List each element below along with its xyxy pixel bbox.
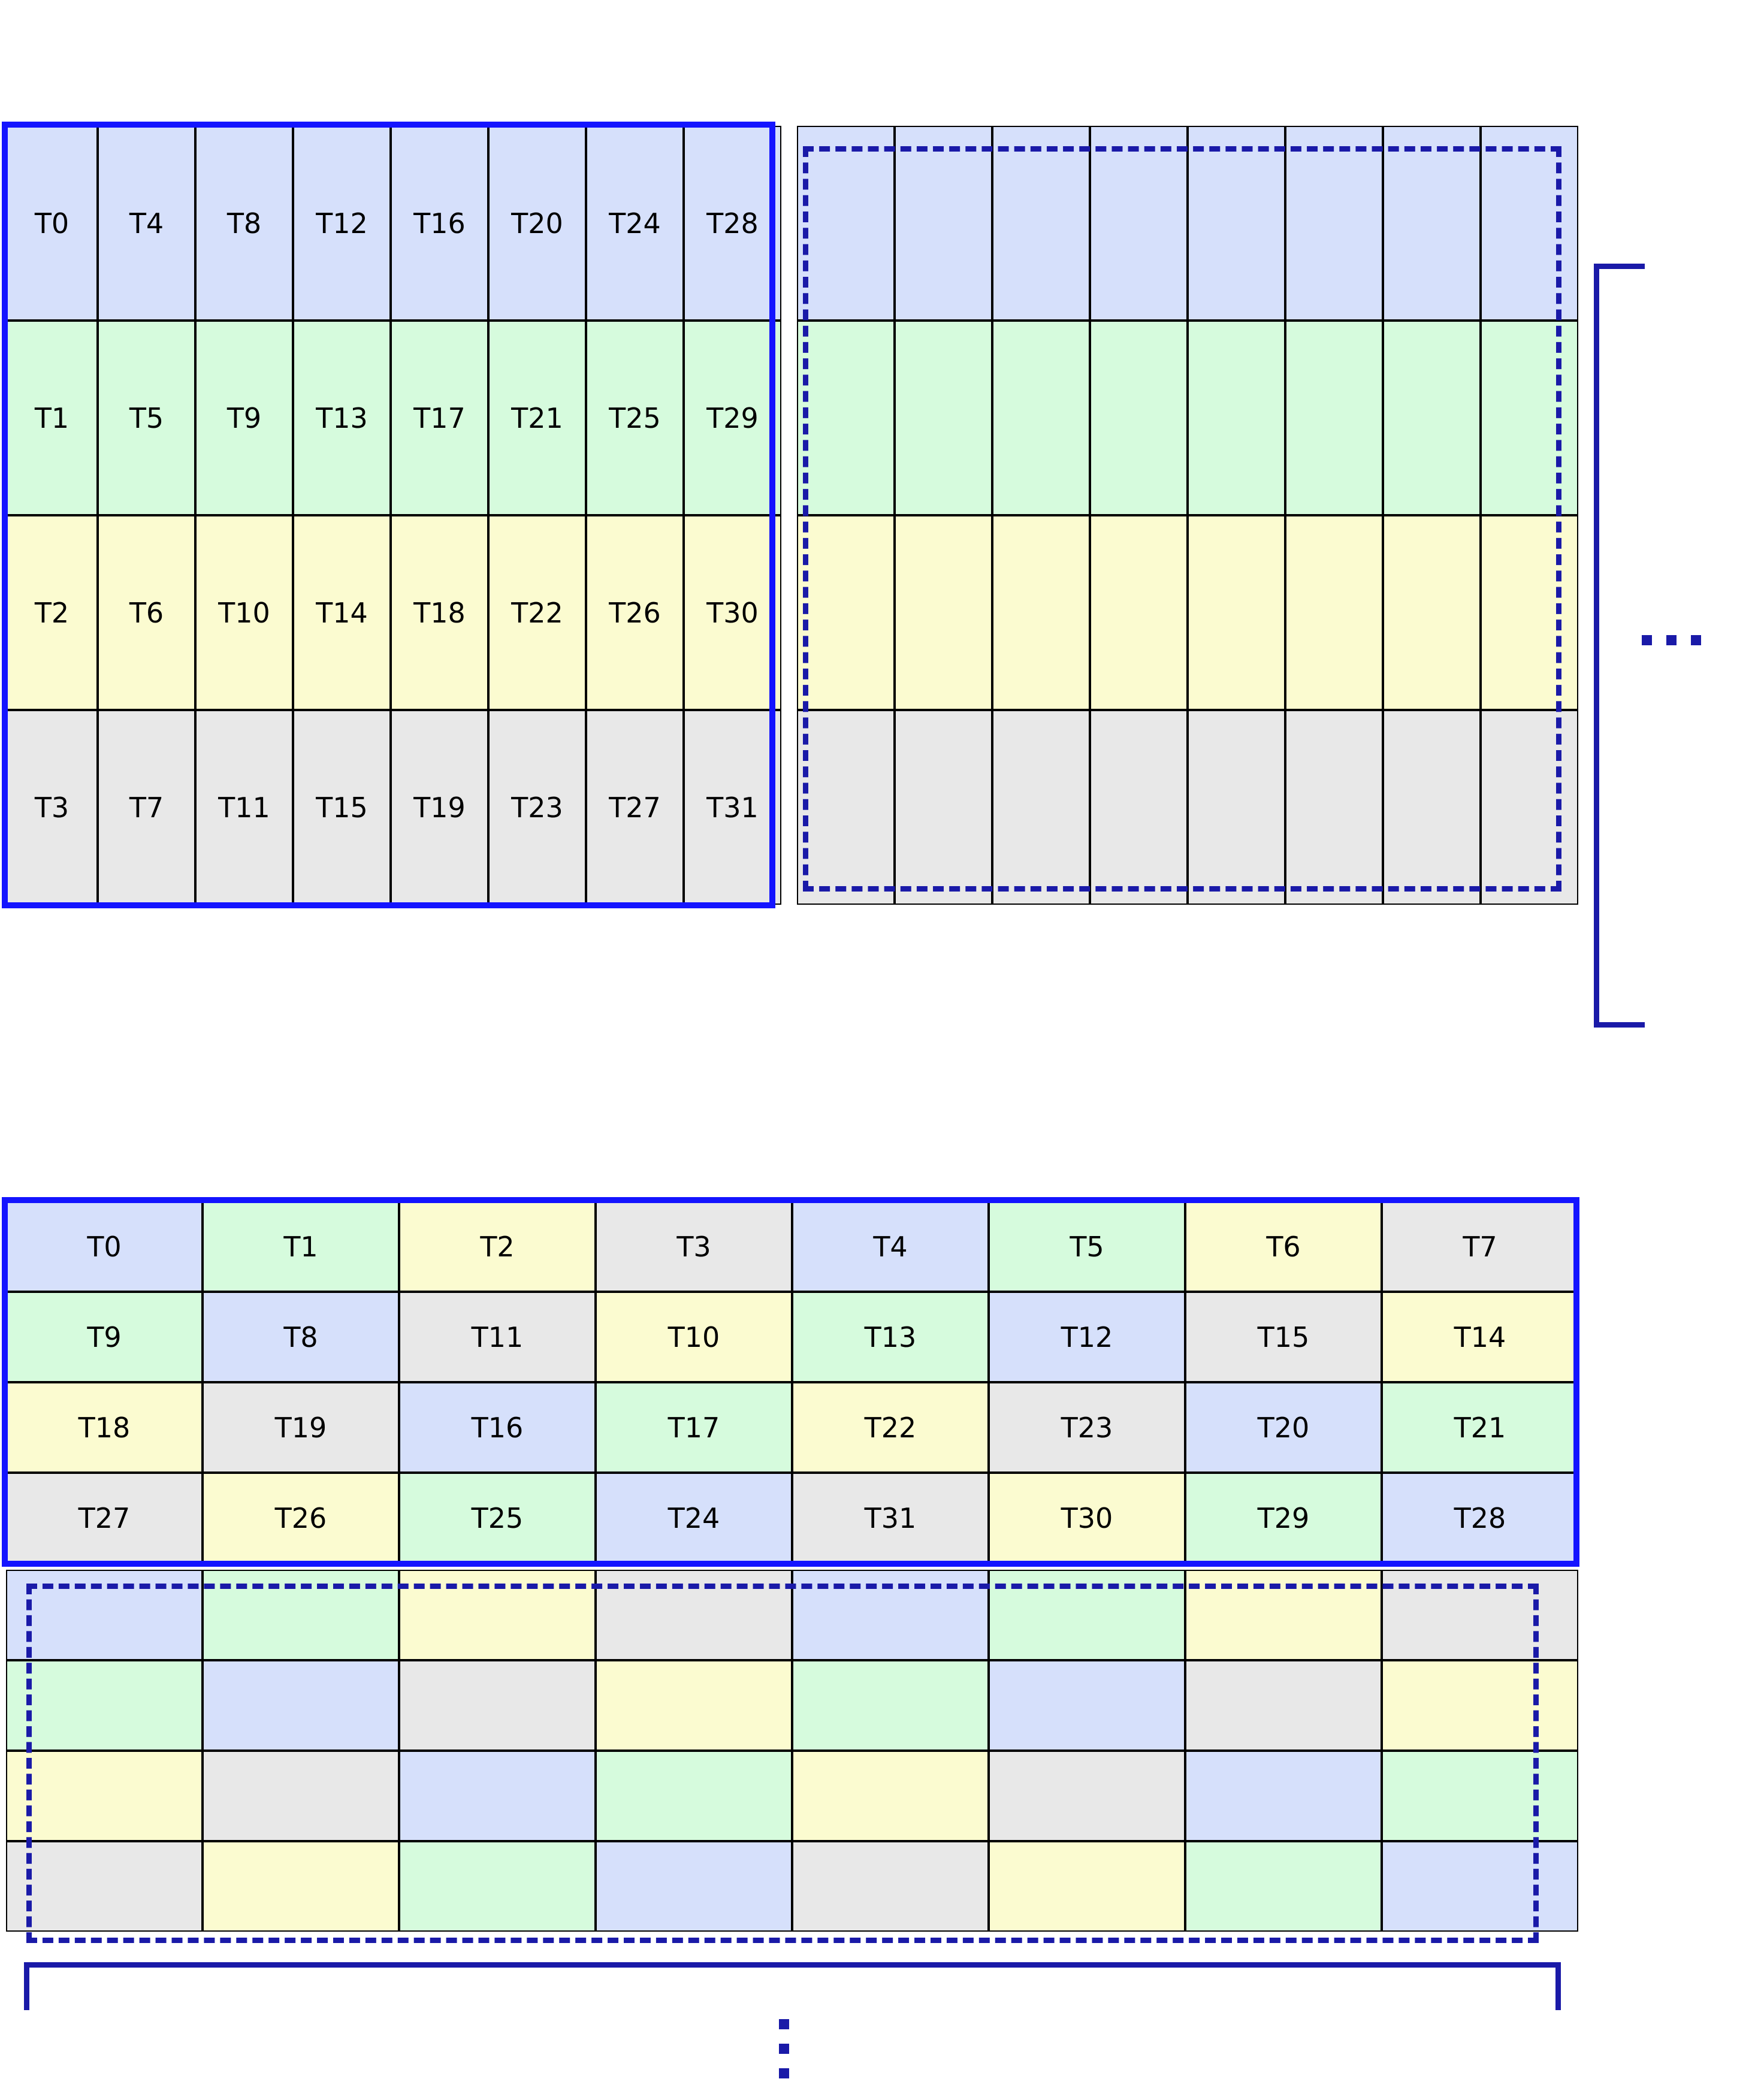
top-unlabelled-cell bbox=[1481, 515, 1578, 710]
top-diagram bbox=[0, 120, 1764, 917]
bracket-spine bbox=[24, 1962, 1561, 1968]
top-unlabelled-cell bbox=[1383, 321, 1481, 515]
top-labelled-cell: T9 bbox=[195, 321, 293, 515]
top-labelled-row bbox=[6, 321, 781, 515]
top-labelled-cell: T28 bbox=[684, 126, 781, 321]
bottom-unlabelled-cell bbox=[1382, 1570, 1578, 1660]
top-unlabelled-cell bbox=[797, 515, 895, 710]
top-unlabelled-cell bbox=[1188, 126, 1285, 321]
top-unlabelled-cell bbox=[992, 126, 1090, 321]
bracket-top-arm bbox=[1594, 264, 1645, 269]
bottom-unlabelled-cell bbox=[1185, 1751, 1382, 1841]
top-unlabelled-cell bbox=[797, 321, 895, 515]
bracket-spine bbox=[1594, 264, 1599, 1028]
top-labelled-cell: T20 bbox=[488, 126, 586, 321]
bottom-unlabelled-cell bbox=[596, 1660, 792, 1751]
bottom-unlabelled-cell bbox=[596, 1841, 792, 1932]
bottom-labelled-cell: T24 bbox=[596, 1473, 792, 1563]
top-labelled-cell: T7 bbox=[98, 710, 195, 905]
dot bbox=[1691, 635, 1701, 645]
bottom-unlabelled-cell bbox=[6, 1570, 203, 1660]
top-labelled-cell: T17 bbox=[391, 321, 488, 515]
bottom-unlabelled-cell bbox=[203, 1660, 399, 1751]
top-labelled-cell: T31 bbox=[684, 710, 781, 905]
bottom-labelled-cell: T22 bbox=[792, 1382, 989, 1473]
top-unlabelled-cell bbox=[1090, 321, 1188, 515]
top-unlabelled-cell bbox=[1090, 126, 1188, 321]
top-labelled-cell: T3 bbox=[6, 710, 98, 905]
top-labelled-cell: T27 bbox=[586, 710, 684, 905]
bottom-labelled-cell: T15 bbox=[1185, 1292, 1382, 1382]
bottom-unlabelled-cell bbox=[596, 1751, 792, 1841]
top-labelled-cell: T25 bbox=[586, 321, 684, 515]
dot bbox=[779, 2019, 789, 2029]
bottom-unlabelled-row bbox=[6, 1570, 1578, 1660]
bottom-labelled-cell: T17 bbox=[596, 1382, 792, 1473]
bottom-unlabelled-row bbox=[6, 1660, 1578, 1751]
top-unlabelled-cell bbox=[1383, 126, 1481, 321]
bottom-unlabelled-cell bbox=[792, 1841, 989, 1932]
top-unlabelled-cell bbox=[1188, 515, 1285, 710]
bottom-labelled-row bbox=[6, 1292, 1578, 1382]
top-labelled-cell: T1 bbox=[6, 321, 98, 515]
bottom-unlabelled-cell bbox=[989, 1841, 1185, 1932]
top-labelled-cell: T5 bbox=[98, 321, 195, 515]
top-unlabelled-cell bbox=[1285, 515, 1383, 710]
bottom-unlabelled-cell bbox=[399, 1751, 596, 1841]
bottom-unlabelled-cell bbox=[989, 1660, 1185, 1751]
bottom-unlabelled-cell bbox=[399, 1841, 596, 1932]
top-labelled-grid bbox=[6, 126, 781, 905]
bottom-labelled-cell: T13 bbox=[792, 1292, 989, 1382]
top-labelled-cell: T11 bbox=[195, 710, 293, 905]
dot bbox=[779, 2044, 789, 2054]
top-unlabelled-row bbox=[797, 126, 1578, 321]
bottom-unlabelled-cell bbox=[6, 1751, 203, 1841]
top-unlabelled-cell bbox=[992, 710, 1090, 905]
top-labelled-cell: T21 bbox=[488, 321, 586, 515]
bottom-labelled-grid bbox=[6, 1201, 1578, 1563]
top-unlabelled-row bbox=[797, 515, 1578, 710]
bottom-labelled-cell: T25 bbox=[399, 1473, 596, 1563]
bottom-labelled-cell: T4 bbox=[792, 1201, 989, 1292]
top-labelled-cell: T23 bbox=[488, 710, 586, 905]
dot bbox=[1642, 635, 1652, 645]
bottom-labelled-cell: T9 bbox=[6, 1292, 203, 1382]
bottom-unlabelled-cell bbox=[1185, 1841, 1382, 1932]
top-labelled-cell: T29 bbox=[684, 321, 781, 515]
bottom-unlabelled-cell bbox=[399, 1570, 596, 1660]
bottom-labelled-cell: T23 bbox=[989, 1382, 1185, 1473]
top-labelled-cell: T10 bbox=[195, 515, 293, 710]
top-labelled-cell: T2 bbox=[6, 515, 98, 710]
bracket-bottom-arm bbox=[1594, 1022, 1645, 1028]
bottom-unlabelled-cell bbox=[1382, 1841, 1578, 1932]
top-unlabelled-cell bbox=[1383, 515, 1481, 710]
top-unlabelled-grid bbox=[797, 126, 1578, 905]
top-labelled-row bbox=[6, 126, 781, 321]
bottom-labelled-cell: T1 bbox=[203, 1201, 399, 1292]
top-unlabelled-cell bbox=[895, 126, 992, 321]
bottom-unlabelled-cell bbox=[989, 1751, 1185, 1841]
bottom-bracket bbox=[24, 1962, 1561, 2010]
bottom-unlabelled-cell bbox=[203, 1570, 399, 1660]
bracket-left-arm bbox=[24, 1962, 29, 2010]
top-unlabelled-cell bbox=[1090, 515, 1188, 710]
top-unlabelled-cell bbox=[1481, 710, 1578, 905]
top-unlabelled-cell bbox=[1383, 710, 1481, 905]
bottom-labelled-cell: T6 bbox=[1185, 1201, 1382, 1292]
bottom-labelled-cell: T3 bbox=[596, 1201, 792, 1292]
top-labelled-row bbox=[6, 710, 781, 905]
top-labelled-cell: T15 bbox=[293, 710, 391, 905]
top-labelled-cell: T8 bbox=[195, 126, 293, 321]
bottom-unlabelled-cell bbox=[203, 1751, 399, 1841]
top-unlabelled-cell bbox=[1285, 126, 1383, 321]
bottom-diagram bbox=[0, 1195, 1764, 2100]
bottom-labelled-cell: T2 bbox=[399, 1201, 596, 1292]
bottom-labelled-cell: T16 bbox=[399, 1382, 596, 1473]
bottom-labelled-cell: T8 bbox=[203, 1292, 399, 1382]
bottom-unlabelled-cell bbox=[596, 1570, 792, 1660]
top-labelled-cell: T6 bbox=[98, 515, 195, 710]
top-unlabelled-cell bbox=[895, 710, 992, 905]
bottom-unlabelled-cell bbox=[1185, 1570, 1382, 1660]
bottom-unlabelled-cell bbox=[6, 1841, 203, 1932]
bottom-labelled-cell: T27 bbox=[6, 1473, 203, 1563]
bottom-labelled-row bbox=[6, 1201, 1578, 1292]
top-labelled-cell: T19 bbox=[391, 710, 488, 905]
top-labelled-row bbox=[6, 515, 781, 710]
bottom-labelled-cell: T28 bbox=[1382, 1473, 1578, 1563]
top-unlabelled-cell bbox=[1481, 321, 1578, 515]
top-labelled-cell: T14 bbox=[293, 515, 391, 710]
bottom-labelled-row bbox=[6, 1382, 1578, 1473]
bottom-unlabelled-cell bbox=[1382, 1660, 1578, 1751]
bottom-labelled-cell: T5 bbox=[989, 1201, 1185, 1292]
top-labelled-cell: T30 bbox=[684, 515, 781, 710]
top-right-bracket bbox=[1594, 264, 1645, 1028]
top-unlabelled-cell bbox=[895, 321, 992, 515]
bottom-unlabelled-cell bbox=[792, 1660, 989, 1751]
top-labelled-cell: T24 bbox=[586, 126, 684, 321]
bottom-labelled-cell: T14 bbox=[1382, 1292, 1578, 1382]
top-unlabelled-cell bbox=[797, 710, 895, 905]
dot bbox=[779, 2068, 789, 2078]
bottom-labelled-cell: T10 bbox=[596, 1292, 792, 1382]
bottom-unlabelled-grid bbox=[6, 1570, 1578, 1932]
bottom-continuation-dots bbox=[779, 2019, 789, 2078]
bottom-unlabelled-cell bbox=[203, 1841, 399, 1932]
top-continuation-dots bbox=[1642, 635, 1701, 645]
top-unlabelled-cell bbox=[1188, 710, 1285, 905]
top-labelled-cell: T12 bbox=[293, 126, 391, 321]
bottom-labelled-cell: T30 bbox=[989, 1473, 1185, 1563]
top-unlabelled-row bbox=[797, 321, 1578, 515]
top-unlabelled-cell bbox=[895, 515, 992, 710]
bottom-labelled-cell: T12 bbox=[989, 1292, 1185, 1382]
bottom-unlabelled-cell bbox=[989, 1570, 1185, 1660]
top-unlabelled-cell bbox=[992, 515, 1090, 710]
bottom-labelled-cell: T0 bbox=[6, 1201, 203, 1292]
bottom-unlabelled-cell bbox=[792, 1570, 989, 1660]
bottom-unlabelled-cell bbox=[792, 1751, 989, 1841]
bottom-labelled-cell: T26 bbox=[203, 1473, 399, 1563]
top-unlabelled-cell bbox=[992, 321, 1090, 515]
bracket-right-arm bbox=[1555, 1962, 1561, 2010]
bottom-labelled-cell: T7 bbox=[1382, 1201, 1578, 1292]
bottom-unlabelled-cell bbox=[1185, 1660, 1382, 1751]
top-unlabelled-cell bbox=[1481, 126, 1578, 321]
top-unlabelled-cell bbox=[1285, 710, 1383, 905]
top-unlabelled-row bbox=[797, 710, 1578, 905]
top-unlabelled-cell bbox=[1090, 710, 1188, 905]
bottom-labelled-cell: T29 bbox=[1185, 1473, 1382, 1563]
top-unlabelled-cell bbox=[797, 126, 895, 321]
top-labelled-cell: T13 bbox=[293, 321, 391, 515]
bottom-labelled-cell: T19 bbox=[203, 1382, 399, 1473]
bottom-unlabelled-cell bbox=[399, 1660, 596, 1751]
dot bbox=[1666, 635, 1677, 645]
top-labelled-cell: T22 bbox=[488, 515, 586, 710]
top-labelled-cell: T18 bbox=[391, 515, 488, 710]
top-labelled-cell: T16 bbox=[391, 126, 488, 321]
bottom-unlabelled-row bbox=[6, 1751, 1578, 1841]
top-labelled-cell: T0 bbox=[6, 126, 98, 321]
bottom-labelled-row bbox=[6, 1473, 1578, 1563]
top-labelled-cell: T26 bbox=[586, 515, 684, 710]
bottom-unlabelled-cell bbox=[6, 1660, 203, 1751]
bottom-labelled-cell: T31 bbox=[792, 1473, 989, 1563]
bottom-unlabelled-row bbox=[6, 1841, 1578, 1932]
top-labelled-cell: T4 bbox=[98, 126, 195, 321]
top-unlabelled-cell bbox=[1188, 321, 1285, 515]
bottom-labelled-cell: T21 bbox=[1382, 1382, 1578, 1473]
bottom-labelled-cell: T11 bbox=[399, 1292, 596, 1382]
top-unlabelled-cell bbox=[1285, 321, 1383, 515]
bottom-labelled-cell: T20 bbox=[1185, 1382, 1382, 1473]
bottom-labelled-cell: T18 bbox=[6, 1382, 203, 1473]
bottom-unlabelled-cell bbox=[1382, 1751, 1578, 1841]
